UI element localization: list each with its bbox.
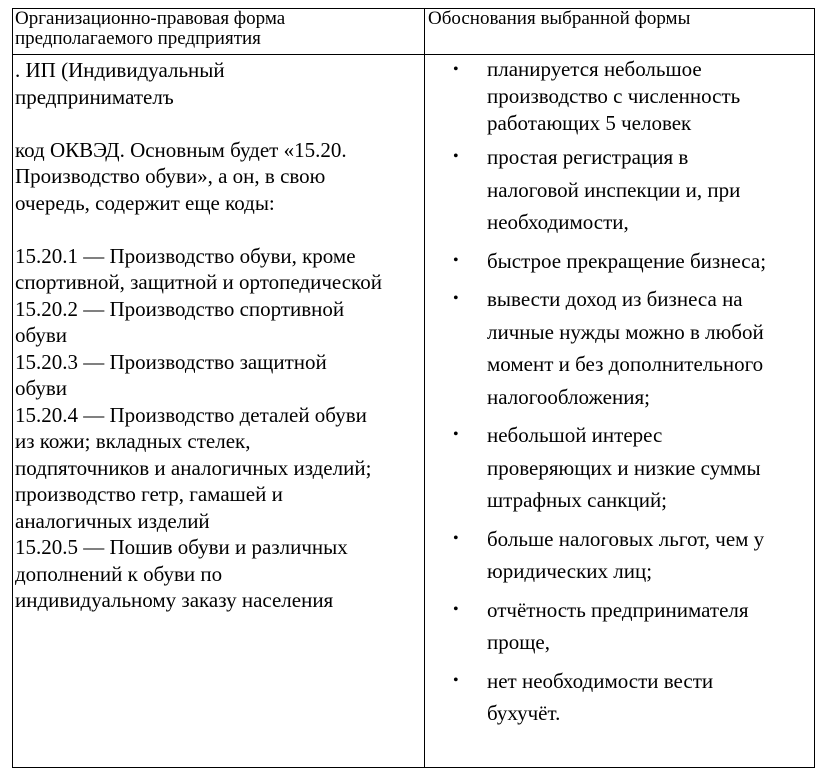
okved-code-line: 15.20.2 — Производство спортивной — [15, 296, 345, 321]
list-item-line: личные нужды можно в любой — [487, 319, 764, 344]
list-item-line: налоговой инспекции и, при — [487, 177, 741, 202]
list-item-line: необходимости, — [487, 210, 629, 234]
okved-intro-line: код ОКВЭД. Основным будет «15.20. — [15, 137, 347, 162]
paragraph-gap — [15, 216, 424, 243]
list-item-line: вывести доход из бизнеса на — [487, 287, 743, 311]
list-item-line: простая регистрация в — [487, 145, 689, 169]
justification-list — [425, 55, 814, 730]
bullet-icon: • — [453, 290, 459, 307]
list-item-line: юридических лиц; — [487, 559, 653, 583]
list-item-line: проще, — [487, 630, 550, 654]
header-justification — [425, 9, 815, 55]
okved-code-line: обуви — [15, 323, 68, 347]
list-item-line: налогообложения; — [487, 384, 650, 409]
list-item — [425, 523, 814, 588]
okved-code-line: 15.20.3 — Производство защитной — [15, 349, 327, 374]
list-item — [425, 665, 814, 730]
list-item — [425, 56, 814, 137]
bullet-icon: • — [453, 61, 459, 78]
list-item-line: небольшой интерес — [487, 423, 663, 447]
list-item-line: отчётность предпринимателя — [487, 597, 749, 622]
okved-code-line: из кожи; вкладных стелек, — [15, 429, 251, 453]
justification-cell — [425, 55, 815, 768]
paragraph-gap — [15, 110, 424, 137]
okved-code-line: дополнений к обуви по — [15, 561, 223, 586]
list-item — [425, 419, 814, 517]
bullet-icon: • — [453, 426, 459, 443]
bullet-icon: • — [453, 251, 459, 269]
okved-code-line: подпяточников и аналогичных изделий; — [15, 455, 372, 480]
list-item-line: больше налоговых льгот, чем у — [487, 526, 765, 551]
list-item-line: нет необходимости вести — [487, 668, 714, 693]
okved-intro-line: очередь, содержит еще коды: — [15, 190, 275, 215]
list-item-line: планируется небольшое — [487, 57, 702, 81]
list-item — [425, 245, 814, 278]
okved-code-line: индивидуальному заказу населения — [15, 588, 334, 612]
list-item-line: бухучёт. — [487, 701, 561, 725]
list-item — [425, 283, 814, 413]
list-item-line: быстрое прекращение бизнеса; — [487, 248, 767, 273]
okved-code-line: аналогичных изделий — [15, 508, 210, 533]
header-legal-form-line: предполагаемого предприятия — [15, 28, 261, 49]
okved-code-line: производство гетр, гамашей и — [15, 482, 283, 506]
list-item-line: проверяющих и низкие суммы — [487, 455, 761, 480]
justification-table — [12, 8, 815, 768]
bullet-icon: • — [453, 671, 459, 689]
okved-code-line: 15.20.1 — Производство обуви, кроме — [15, 243, 356, 268]
list-item — [425, 141, 814, 239]
header-legal-form — [13, 9, 425, 55]
header-legal-form-line: Организационно-правовая форма — [15, 8, 286, 29]
okved-code-line: спортивной, защитной и ортопедической — [15, 270, 382, 294]
legal-form-line: предпринимателъ — [15, 84, 174, 109]
table-body-row — [13, 55, 815, 768]
okved-code-line: 15.20.4 — Производство деталей обуви — [15, 402, 367, 427]
legal-form-line: . ИП (Индивидуальный — [15, 58, 225, 82]
list-item-line: штрафных санкций; — [487, 488, 668, 512]
okved-code-line: 15.20.5 — Пошив обуви и различных — [15, 535, 348, 559]
bullet-icon: • — [453, 148, 459, 165]
bullet-icon: • — [453, 529, 459, 547]
list-item-line: работающих 5 человек — [487, 111, 692, 135]
okved-code-line: обуви — [15, 376, 68, 400]
table-header-row — [13, 9, 815, 55]
legal-form-cell — [13, 55, 425, 768]
bullet-icon: • — [453, 600, 459, 618]
header-justification-line: Обоснования выбранной формы — [428, 8, 691, 29]
list-item — [425, 594, 814, 659]
okved-intro-line: Производство обуви», а он, в свою — [15, 164, 326, 188]
list-item-line: производство с численность — [487, 84, 741, 108]
list-item-line: момент и без дополнительного — [487, 352, 764, 376]
